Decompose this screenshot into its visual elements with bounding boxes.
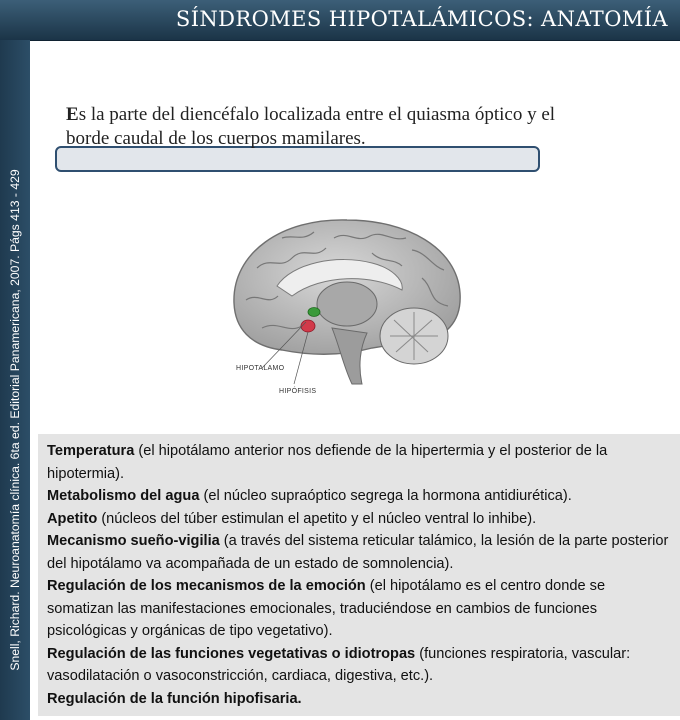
function-description: (funciones respiratoria, vascular: vasodilatación o vasoconstricción, cardiaca, digestiva, etc.).: [47, 645, 631, 684]
brain-figure: [222, 208, 472, 408]
function-item: [47, 508, 675, 531]
brain-sagittal-illustration: [222, 208, 472, 408]
citation-sidebar: [0, 40, 30, 720]
function-description: (el hipotálamo es el centro donde se somatizan las manifestaciones emocionales, traduciéndose en cambios de funciones psicológicas y orgánicas de tipo vegetativo).: [47, 578, 606, 639]
function-item: [47, 575, 675, 643]
hypothalamus-label: HIPOTALAMO: [236, 365, 285, 372]
hypothalamus-marker: [308, 308, 320, 317]
function-item: [47, 643, 675, 688]
intro-text: s la parte del diencéfalo localizada entre el quiasma óptico y el borde caudal de los cuerpos mamilares.: [66, 104, 556, 149]
page-title: SÍNDROMES HIPOTALÁMICOS: ANATOMÍA: [175, 7, 668, 31]
function-term: Mecanismo sueño-vigilia: [47, 533, 220, 549]
function-item: [47, 688, 675, 711]
function-description: (a través del sistema reticular talámico, la lesión de la parte posterior del hipotálamo va acompañada de un estado de somnolencia).: [47, 533, 669, 572]
function-description: (el hipotálamo anterior nos defiende de la hipertermia y el posterior de la hipotermia).: [47, 443, 608, 482]
function-description: (el núcleo supraóptico segrega la hormona antidiurética).: [199, 488, 572, 504]
function-term: Metabolismo del agua: [47, 488, 200, 504]
hypophysis-label: HIPÓFISIS: [279, 388, 317, 395]
header-bar: [0, 0, 680, 41]
function-term: Temperatura: [47, 443, 135, 459]
cerebellum: [380, 308, 448, 364]
citation-text: Snell, Richard. Neuroanatomía clínica. 6ta ed. Editorial Panamericana, 2007. Págs 413 - 429: [8, 169, 22, 671]
function-item: [47, 440, 675, 485]
function-item: [47, 530, 675, 575]
intro-initial: E: [66, 104, 79, 125]
functions-list: [47, 440, 675, 710]
function-term: Regulación de los mecanismos de la emoción: [47, 578, 366, 594]
function-term: Regulación de la función hipofisaria.: [47, 690, 302, 707]
intro-paragraph: [66, 103, 556, 151]
function-term: Apetito: [47, 510, 98, 527]
hypophysis-marker: [301, 320, 315, 332]
function-term: Regulación de las funciones vegetativas o idiotropas: [47, 645, 416, 662]
function-description: (núcleos del túber estimulan el apetito y el núcleo ventral lo inhibe).: [97, 510, 537, 527]
function-item: [47, 485, 675, 508]
